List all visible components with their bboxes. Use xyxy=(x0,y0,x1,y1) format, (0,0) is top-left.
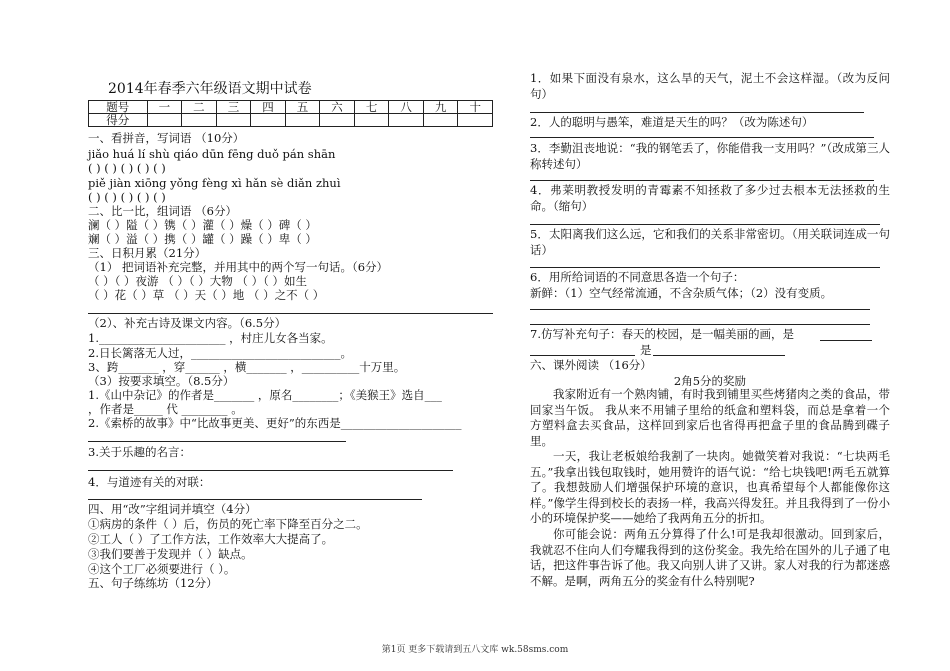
idiom-row-2: （ ）花（ ）草 （ ）天（ ）地 （ ）之不（ ） xyxy=(88,288,325,302)
section-5-heading: 五、句子练练坊（12分） xyxy=(88,576,218,590)
section-3-part-2: （2）、补充古诗及课文内容。（6.5分） xyxy=(88,316,287,330)
sentence-task-4: 4．弗莱明教授发明的青霉素不知拯救了多少过去根本无法拯救的生命。（缩句） xyxy=(530,183,890,213)
sentence-task-7-cont: 是 xyxy=(640,343,652,357)
answer-line[interactable] xyxy=(530,112,864,113)
fill-item-2: 2.《索桥的故事》中“比故事更美、更好”的东西是_____________________ xyxy=(88,416,462,430)
answer-line[interactable] xyxy=(530,137,874,138)
table-cell: 三 xyxy=(216,101,251,114)
poem-line-1: 1.______________________ ，村庄儿女各当家。 xyxy=(88,331,333,345)
sentence-task-2: 2．人的聪明与愚笨，难道是天生的吗？（改为陈述句） xyxy=(530,115,814,129)
poem-line-2: 2.日长篱落无人过，__________________________。 xyxy=(88,346,352,360)
sentence-task-6: 6．用所给词语的不同意思各造一个句子： xyxy=(530,270,745,284)
answer-line[interactable] xyxy=(530,224,880,225)
table-cell: 一 xyxy=(147,101,182,114)
table-cell: 六 xyxy=(320,101,355,114)
sentence-task-6-meanings: 新鲜：（1）空气经常流通，不含杂质气体；（2）没有变质。 xyxy=(530,286,833,300)
story-title: 2角5分的奖励 xyxy=(673,374,747,388)
answer-line[interactable] xyxy=(820,340,872,341)
table-cell: 十 xyxy=(458,101,493,114)
score-cell[interactable] xyxy=(458,114,493,127)
answer-line[interactable] xyxy=(88,441,346,442)
section-1-heading: 一、看拼音，写词语 （10分） xyxy=(88,131,245,145)
score-cell[interactable] xyxy=(354,114,389,127)
gai-item-2: ②工人（ ）了工作方法，工作效率大大提高了。 xyxy=(88,532,334,546)
score-cell[interactable] xyxy=(423,114,458,127)
fill-item-1-cont: ，作者是_____ 代 ________ 。 xyxy=(88,402,243,416)
section-6-heading: 六、课外阅读 （16分） xyxy=(530,358,652,372)
page-title: 2014年春季六年级语文期中试卷 xyxy=(108,81,312,97)
answer-line[interactable] xyxy=(530,267,880,268)
score-cell[interactable] xyxy=(320,114,355,127)
sentence-task-3: 3．李勤沮丧地说：“我的钢笔丢了，你能借我一支用吗？”（改成第三人称转述句） xyxy=(530,141,890,171)
story-paragraph-3: 你可能会说：两角五分算得了什么!可是我却很激动。回到家后，我就忍不住向人们夸耀我得到的这份奖金。我先给在国外的儿子通了电话，把这件事告诉了他。我又向别人讲了又讲。家人对我的行为都迷惑不解。是啊，两角五分的奖金有什么特别呢? xyxy=(530,527,890,588)
score-cell[interactable] xyxy=(182,114,217,127)
answer-line[interactable] xyxy=(530,355,635,356)
gai-item-1: ①病房的条件（ ）后，伤员的死亡率下降至百分之二。 xyxy=(88,517,368,531)
sentence-task-7: 7.仿写补充句子：春天的校园，是一幅美丽的画，是 xyxy=(530,327,794,341)
score-cell[interactable] xyxy=(216,114,251,127)
table-cell: 五 xyxy=(285,101,320,114)
sentence-task-5: 5．太阳离我们这么远，它和我们的关系非常密切。（用关联词连成一句话） xyxy=(530,227,890,257)
answer-line[interactable] xyxy=(530,309,870,310)
score-table-header-row xyxy=(89,101,493,114)
section-3-heading: 三、日积月累（21分） xyxy=(88,246,207,260)
score-table xyxy=(88,100,493,127)
answer-line[interactable] xyxy=(88,313,493,314)
section-3-part-3: （3）按要求填空。（8.5分） xyxy=(88,374,235,388)
page-footer: 第1页 更多下载请到五八文库 wk.58sms.com xyxy=(381,645,569,655)
sentence-task-1: 1．如果下面没有泉水，这么旱的天气，泥土不会这样湿。（改为反问句） xyxy=(530,71,890,101)
poem-line-3: 3、跨_______ ，穿______ ，横_______ ，__________十万里。 xyxy=(88,360,406,374)
compare-row-1: 澜（ ）隘（ ）镌（ ）灌（ ）燥（ ）碑（ ） xyxy=(88,218,317,232)
score-cell[interactable] xyxy=(285,114,320,127)
answer-line[interactable] xyxy=(653,355,785,356)
compare-row-2: 斓（ ）溢（ ）携（ ）罐（ ）躁（ ）卑（ ） xyxy=(88,232,317,246)
table-cell: 九 xyxy=(423,101,458,114)
fill-item-1: 1.《山中杂记》的作者是_______ ，原名________；《美猴王》选自___ xyxy=(88,388,442,402)
section-4-heading: 四、用“改”字组词并填空（4分） xyxy=(88,502,257,516)
table-cell: 得分 xyxy=(89,114,148,127)
section-2-heading: 二、比一比，组词语 （6分） xyxy=(88,204,237,218)
gai-item-4: ④这个工厂必须要进行（ ）。 xyxy=(88,562,236,576)
table-cell: 二 xyxy=(182,101,217,114)
gai-item-3: ③我们要善于发现并（ ）缺点。 xyxy=(88,547,253,561)
table-cell: 七 xyxy=(354,101,389,114)
table-cell: 题号 xyxy=(89,101,148,114)
answer-line[interactable] xyxy=(88,499,422,500)
answer-brackets-row-1: ( ) ( ) ( ) ( ) ( ) xyxy=(88,161,166,175)
pinyin-row-1: jiǎo huá lí shù qiáo dūn fēng duǒ pán shān xyxy=(88,147,336,161)
table-cell: 八 xyxy=(389,101,424,114)
story-paragraph-2: 一天，我让老板娘给我割了一块肉。她微笑着对我说：“七块两毛五。”我拿出钱包取钱时，她用赞许的语气说：“给七块钱吧!两毛五就算了。我想鼓励人们增强保护环境的意识，也真希望每个人都能像你这样。”像学生得到校长的表扬一样，我高兴得发狂。并且我得到了一份小小的环境保护奖——她给了我两角五分的折扣。 xyxy=(530,449,890,525)
answer-line[interactable] xyxy=(530,324,870,325)
section-3-part-1: （1） 把词语补充完整，并用其中的两个写一句话。（6分） xyxy=(88,260,389,274)
story-paragraph-1: 我家附近有一个熟肉铺，有时我到铺里买些烤猪肉之类的食品，带回家当午饭。 我从来不用铺子里给的纸盒和塑料袋，而总是拿着一个方塑料盒去买食品，这样回到家后也省得再把盒子里的食品腾到碟子里。 xyxy=(530,387,890,448)
table-cell: 四 xyxy=(251,101,286,114)
fill-item-4: 4．与道迹有关的对联： xyxy=(88,475,211,489)
score-table-score-row xyxy=(89,114,493,127)
pinyin-row-2: piě jiàn xiōng yǒng fèng xì hǎn sè diǎn zhuì xyxy=(88,176,341,190)
score-cell[interactable] xyxy=(251,114,286,127)
score-cell[interactable] xyxy=(389,114,424,127)
answer-brackets-row-2: ( ) ( ) ( ) ( ) ( ) xyxy=(88,190,166,204)
idiom-row-1: （ ）（ ）夜游 （ ）（ ）大物 （ ）（ ）如生 xyxy=(88,274,307,288)
answer-line[interactable] xyxy=(530,180,874,181)
answer-line[interactable] xyxy=(88,470,453,471)
fill-item-3: 3.关于乐趣的名言： xyxy=(88,445,191,459)
score-cell[interactable] xyxy=(147,114,182,127)
